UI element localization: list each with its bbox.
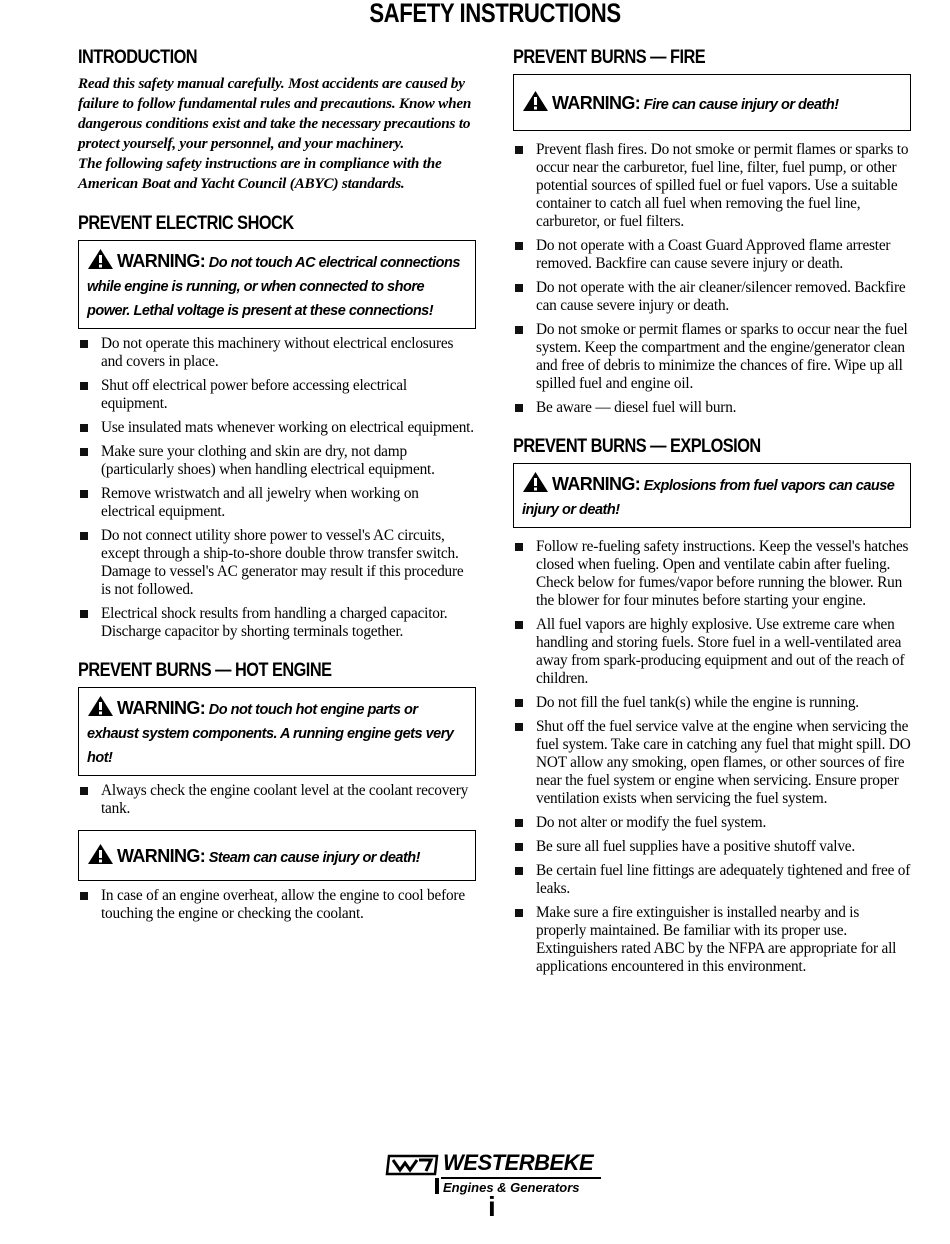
list-item: Do not operate this machinery without electrical enclosures and covers in place. — [78, 335, 476, 371]
electric-shock-heading: PREVENT ELECTRIC SHOCK — [78, 213, 294, 234]
list-item: Do not operate with a Coast Guard Approved flame arrester removed. Backfire can cause severe injury or death. — [513, 237, 911, 273]
list-item: Prevent flash fires. Do not smoke or permit flames or sparks to occur near the carburetor, fuel line, filter, fuel pump, or other potential sources of spilled fuel or fuel vapors. Use a suitable container to catch all fuel when removing the fuel line, carburetor, or fuel filters. — [513, 141, 911, 231]
brand-tagline: Engines & Generators — [443, 1180, 580, 1195]
fire-heading: PREVENT BURNS — FIRE — [513, 47, 706, 68]
fire-list — [513, 141, 911, 417]
warning-label: WARNING: — [117, 846, 206, 866]
warning-text: Do not touch hot engine parts or exhaust system components. A running engine gets very hot! — [87, 702, 454, 766]
warning-text: Do not touch AC electrical connections while engine is running, or when connected to shore power. Lethal voltage is present at these connections! — [87, 255, 460, 319]
brand-underline — [441, 1177, 601, 1179]
list-item: Shut off electrical power before accessing electrical equipment. — [78, 377, 476, 413]
warning-text: Explosions from fuel vapors can cause injury or death! — [522, 478, 895, 518]
list-item: Always check the engine coolant level at the coolant recovery tank. — [78, 782, 476, 818]
introduction-heading: INTRODUCTION — [78, 47, 198, 68]
hot-engine-list — [78, 782, 476, 818]
warning-triangle-icon — [522, 471, 549, 493]
warning-label: WARNING: — [117, 698, 206, 718]
warning-triangle-icon — [87, 695, 114, 717]
electric-shock-warning-box — [78, 240, 476, 329]
fire-warning-box — [513, 74, 911, 131]
warning-triangle-icon — [87, 248, 114, 270]
brand-bar — [435, 1178, 439, 1194]
list-item: Do not smoke or permit flames or sparks to occur near the fuel system. Keep the compartment and the engine/generator clean and free of debris to minimize the chances of fire. Wipe up all spilled fuel and engine oil. — [513, 321, 911, 393]
warning-label: WARNING: — [552, 474, 641, 494]
warning-triangle-icon — [87, 843, 114, 865]
list-item: All fuel vapors are highly explosive. Use extreme care when handling and storing fuels. Store fuel in a well-ventilated area away from spark-producing equipment and out of the reach of children. — [513, 616, 911, 688]
list-item: Do not fill the fuel tank(s) while the engine is running. — [513, 694, 911, 712]
introduction-paragraph: Read this safety manual carefully. Most accidents are caused by failure to follow fundamental rules and precautions. Know when dangerous conditions exist and take the necessary precautions to protect yourself, your personnel, and your machinery. The following safety instructions are in compliance with the American Boat and Yacht Council (ABYC) standards. — [78, 75, 472, 192]
list-item: Do not operate with the air cleaner/silencer removed. Backfire can cause severe injury or death. — [513, 279, 911, 315]
list-item: Follow re-fueling safety instructions. Keep the vessel's hatches closed when fueling. Open and ventilate cabin after fueling. Check below for fumes/vapor before running the blower. Run the blower for four minutes before starting your engine. — [513, 538, 911, 610]
steam-list — [78, 887, 476, 923]
explosion-section — [513, 435, 911, 976]
westerbeke-logo — [385, 1150, 615, 1230]
brand-name: WESTERBEKE — [443, 1150, 594, 1175]
list-item: Remove wristwatch and all jewelry when working on electrical equipment. — [78, 485, 476, 521]
westerbeke-w-mark-icon — [385, 1154, 439, 1176]
explosion-heading: PREVENT BURNS — EXPLOSION — [513, 436, 761, 457]
steam-warning-box — [78, 830, 476, 881]
list-item: Do not alter or modify the fuel system. — [513, 814, 911, 832]
page-title: SAFETY INSTRUCTIONS — [369, 0, 621, 28]
explosion-list — [513, 538, 911, 976]
hot-engine-heading: PREVENT BURNS — HOT ENGINE — [78, 660, 332, 681]
list-item: Be aware — diesel fuel will burn. — [513, 399, 911, 417]
page-number: i — [488, 1191, 496, 1222]
hot-engine-warning-box — [78, 687, 476, 776]
list-item: Use insulated mats whenever working on electrical equipment. — [78, 419, 476, 437]
list-item: Make sure a fire extinguisher is installed nearby and is properly maintained. Be familiar with its proper use. Extinguishers rated ABC by the NFPA are appropriate for all applications encountered in this environment. — [513, 904, 911, 976]
left-column — [78, 46, 476, 929]
warning-text: Steam can cause injury or death! — [208, 850, 420, 866]
list-item: Be certain fuel line fittings are adequately tightened and free of leaks. — [513, 862, 911, 898]
electric-shock-section — [78, 212, 476, 641]
hot-engine-section — [78, 659, 476, 923]
warning-label: WARNING: — [552, 93, 641, 113]
list-item: Shut off the fuel service valve at the engine when servicing the fuel system. Take care in catching any fuel that might spill. DO NOT allow any smoking, open flames, or other sources of fire near the fuel system or engine when servicing. Ensure proper ventilation exists when servicing the fuel system. — [513, 718, 911, 808]
warning-triangle-icon — [522, 90, 549, 112]
list-item: Make sure your clothing and skin are dry, not damp (particularly shoes) when handling electrical equipment. — [78, 443, 476, 479]
list-item: In case of an engine overheat, allow the engine to cool before touching the engine or checking the coolant. — [78, 887, 476, 923]
right-column — [513, 46, 911, 982]
electric-shock-list — [78, 335, 476, 641]
list-item: Electrical shock results from handling a charged capacitor. Discharge capacitor by shorting terminals together. — [78, 605, 476, 641]
explosion-warning-box — [513, 463, 911, 528]
warning-text: Fire can cause injury or death! — [643, 97, 839, 113]
list-item: Do not connect utility shore power to vessel's AC circuits, except through a ship-to-shore double throw transfer switch. Damage to vessel's AC generator may result if this procedure is not followed. — [78, 527, 476, 599]
warning-label: WARNING: — [117, 251, 206, 271]
fire-section — [513, 46, 911, 417]
list-item: Be sure all fuel supplies have a positive shutoff valve. — [513, 838, 911, 856]
